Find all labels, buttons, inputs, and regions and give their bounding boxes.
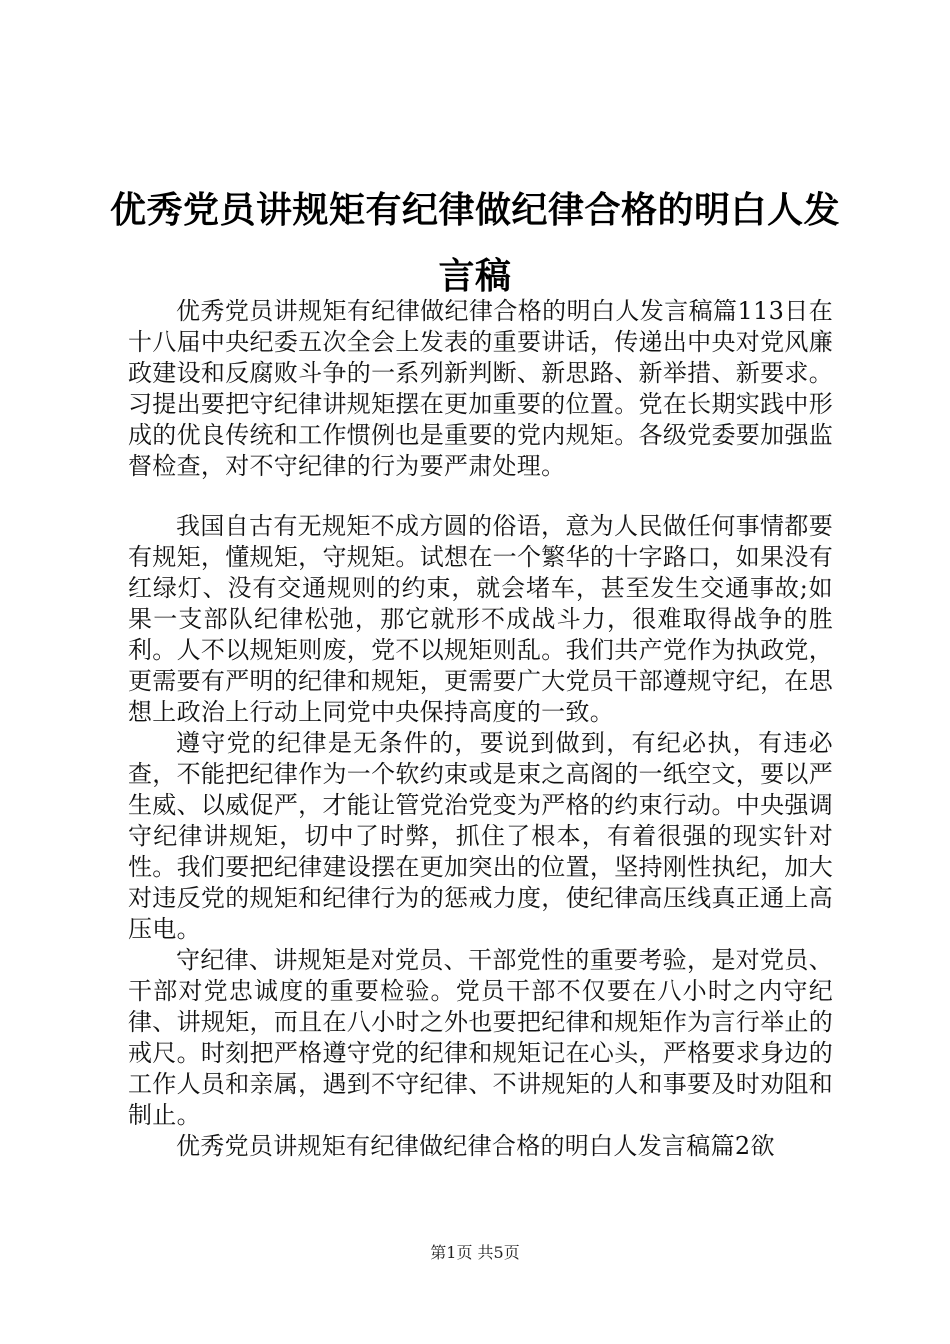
page-number-footer: 第1页 共5页 xyxy=(430,1243,520,1262)
paragraph-2: 我国自古有无规矩不成方圆的俗语，意为人民做任何事情都要有规矩，懂规矩，守规矩。试想在一个繁华的十字路口，如果没有红绿灯、没有交通规则的约束，就会堵车，甚至发生交通事故;如果一支部队纪律松弛，那它就形不成战斗力，很难取得战争的胜利。人不以规矩则废，党不以规矩则乱。我们共产党作为执政党，更需要有严明的纪律和规矩，更需要广大党员干部遵规守纪，在思想上政治上行动上同党中央保持高度的一致。 xyxy=(128,512,833,726)
paragraph-3: 遵守党的纪律是无条件的，要说到做到，有纪必执，有违必查，不能把纪律作为一个软约束或是束之高阁的一纸空文，要以严生威、以威促严，才能让管党治党变为严格的约束行动。中央强调守纪律讲规矩，切中了时弊，抓住了根本，有着很强的现实针对性。我们要把纪律建设摆在更加突出的位置，坚持刚性执纪，加大对违反党的规矩和纪律行为的惩戒力度，使纪律高压线真正通上高压电。 xyxy=(128,729,833,943)
paragraph-4: 守纪律、讲规矩是对党员、干部党性的重要考验，是对党员、干部对党忠诚度的重要检验。党员干部不仅要在八小时之内守纪律、讲规矩，而且在八小时之外也要把纪律和规矩作为言行举止的戒尺。时刻把严格遵守党的纪律和规矩记在心头，严格要求身边的工作人员和亲属，遇到不守纪律、不讲规矩的人和事要及时劝阻和制止。 xyxy=(128,946,833,1129)
paragraph-1: 优秀党员讲规矩有纪律做纪律合格的明白人发言稿篇113日在十八届中央纪委五次全会上发表的重要讲话，传递出中央对党风廉政建设和反腐败斗争的一系列新判断、新思路、新举措、新要求。习提出要把守纪律讲规矩摆在更加重要的位置。党在长期实践中形成的优良传统和工作惯例也是重要的党内规矩。各级党委要加强监督检查，对不守纪律的行为要严肃处理。 xyxy=(128,297,833,480)
paragraph-5: 优秀党员讲规矩有纪律做纪律合格的明白人发言稿篇2欲 xyxy=(176,1132,775,1160)
document-body xyxy=(128,296,833,1162)
document-title: 优秀党员讲规矩有纪律做纪律合格的明白人发言稿 xyxy=(110,190,841,297)
